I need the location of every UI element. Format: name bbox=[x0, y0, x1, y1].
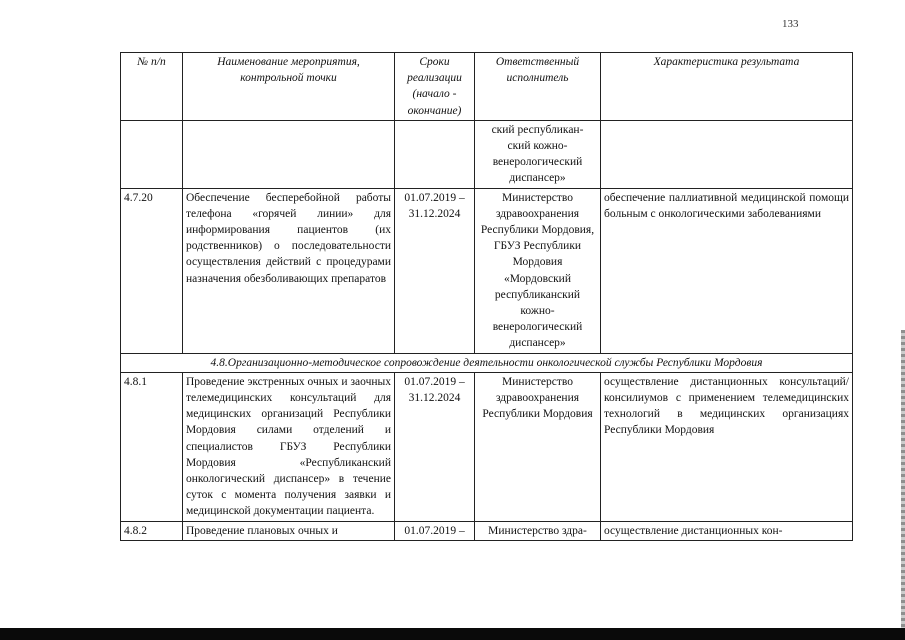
table-row-continuation bbox=[121, 120, 853, 188]
cell-num bbox=[121, 521, 183, 540]
cell-result bbox=[601, 120, 853, 188]
cell-name-text: Проведение плановых очных и bbox=[186, 524, 338, 537]
cell-dates: 01.07.2019 – 31.12.2024 bbox=[395, 372, 475, 521]
resp-line: ский республикан- bbox=[491, 123, 584, 136]
cell-name: Проведение экстренных очных и заочных телемедицинских консультаций для медицинских организаций Республики Мордовия силами отделений и специалистов ГБУЗ Республики Мордовия «Республиканский онкологический диспансер» в течение суток с момента получения заявки и медицинской документации пациента. bbox=[183, 372, 395, 521]
header-dates: Сроки реализации (начало - окончание) bbox=[395, 53, 475, 121]
cell-dates: 01.07.2019 – 31.12.2024 bbox=[395, 188, 475, 353]
cell-name: Обеспечение бесперебойной работы телефона «горячей линии» для информирования пациентов (их родственников) о последовательности осуществления действий с процедурами назначения обезболивающих препаратов bbox=[183, 188, 395, 353]
cell-result: обеспечение паллиативной медицинской помощи больным с онкологическими заболеваниями bbox=[601, 188, 853, 353]
cell-dates bbox=[395, 120, 475, 188]
plan-table bbox=[120, 52, 853, 541]
cell-num: 4.8.1 bbox=[121, 372, 183, 521]
cell-responsible: Министерство здравоохранения Республики Мордовия, ГБУЗ Республики Мордовия «Мордовский республиканский кожно-венерологический диспансер» bbox=[475, 188, 601, 353]
section-row bbox=[121, 353, 853, 372]
cell-num bbox=[121, 120, 183, 188]
scan-edge bbox=[901, 330, 905, 630]
cell-dates-text: 01.07.2019 – bbox=[404, 524, 465, 537]
cell-result: осуществление дистанционных консультаций/консилиумов с применением телемедицинских технологий в медицинских организациях Республики Мордовия bbox=[601, 372, 853, 521]
cell-result-text: осуществление дистанционных кон- bbox=[604, 524, 783, 537]
table-row bbox=[121, 372, 853, 521]
table-row bbox=[121, 188, 853, 353]
cell-result bbox=[601, 521, 853, 540]
page-number: 133 bbox=[782, 18, 799, 30]
cell-name bbox=[183, 120, 395, 188]
section-title: 4.8.Организационно-методическое сопровождение деятельности онкологической службы Республики Мордовия bbox=[121, 353, 853, 372]
table-row bbox=[121, 521, 853, 540]
resp-line: диспансер» bbox=[509, 172, 566, 185]
cell-responsible bbox=[475, 120, 601, 188]
cell-name bbox=[183, 521, 395, 540]
cell-dates bbox=[395, 521, 475, 540]
resp-line: венерологический bbox=[492, 156, 583, 169]
cell-responsible: Министерство здравоохранения Республики Мордовия bbox=[475, 372, 601, 521]
header-responsible: Ответственный исполнитель bbox=[475, 53, 601, 121]
header-result: Характеристика результата bbox=[601, 53, 853, 121]
header-num: № п/п bbox=[121, 53, 183, 121]
resp-line: ский кожно- bbox=[507, 140, 568, 153]
header-name: Наименование мероприятия, контрольной точки bbox=[183, 53, 395, 121]
table-header-row bbox=[121, 53, 853, 121]
cell-num: 4.7.20 bbox=[121, 188, 183, 353]
scan-bottom-border bbox=[0, 628, 905, 640]
cell-responsible-text: Министерство здра- bbox=[488, 524, 587, 537]
cell-responsible bbox=[475, 521, 601, 540]
cell-num-text: 4.8.2 bbox=[124, 524, 147, 537]
